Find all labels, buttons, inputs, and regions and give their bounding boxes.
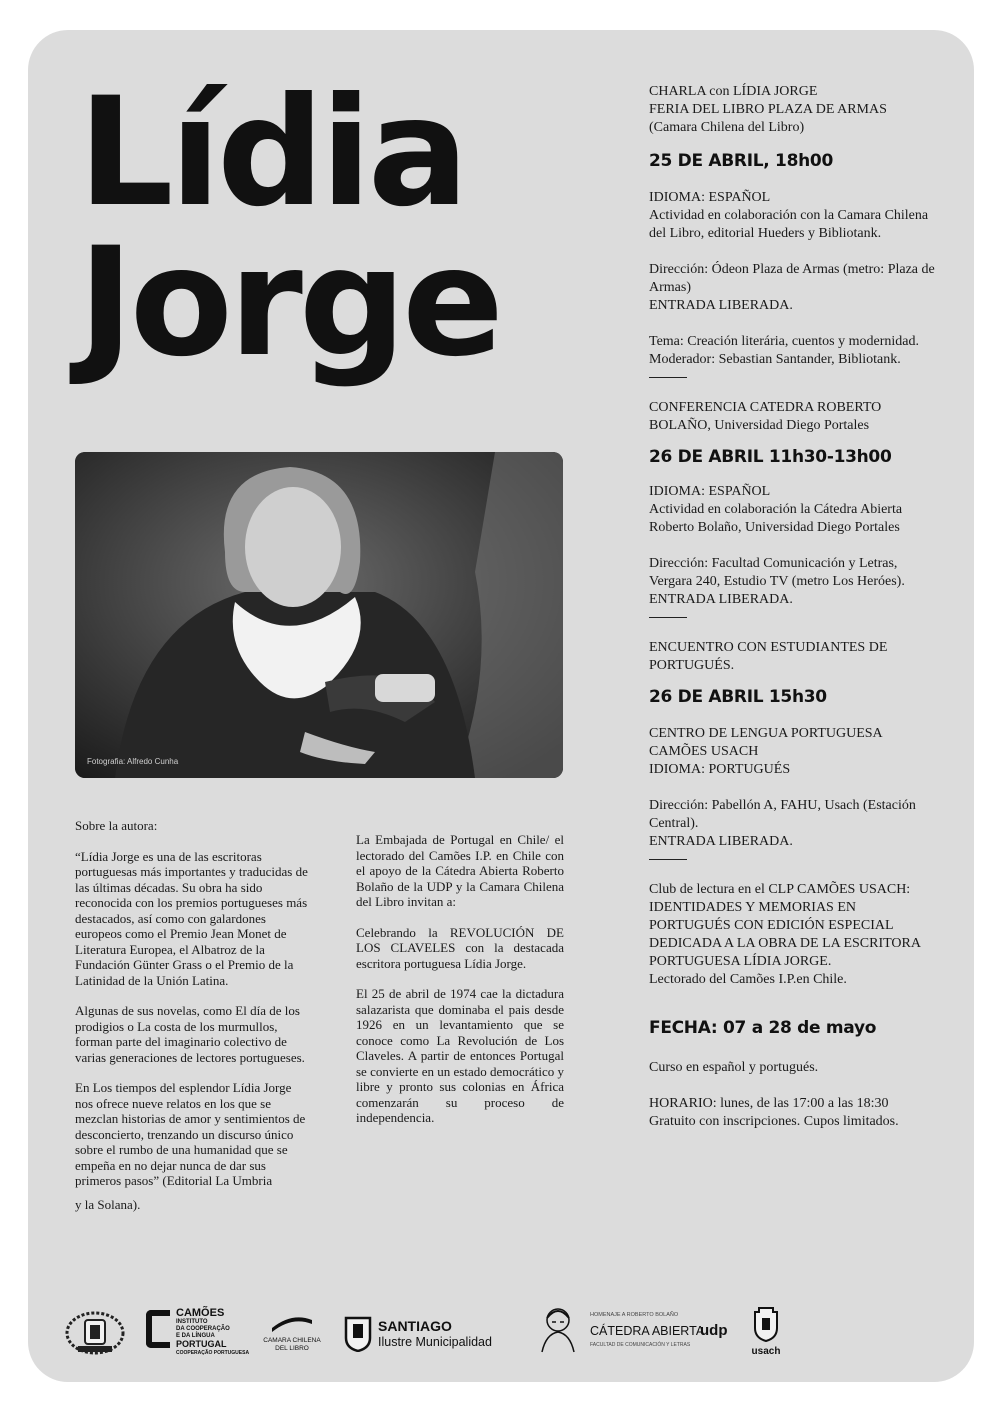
event2-heading-2: BOLAÑO, Universidad Diego Portales xyxy=(649,418,870,433)
event3-date: 26 DE ABRIL 15h30 xyxy=(649,687,827,707)
events-column xyxy=(649,83,939,1131)
event4-course: Curso en español y portugués. xyxy=(649,1060,819,1075)
divider-3 xyxy=(649,859,687,860)
event1-address: Dirección: Ódeon Plaza de Armas (metro: Plaza de Armas) xyxy=(649,262,935,295)
event2-address: Dirección: Facultad Comunicación y Letras, Vergara 240, Estudio TV (metro Los Heróes). xyxy=(649,556,905,589)
book-icon xyxy=(270,1314,314,1332)
event2-heading-1: CONFERENCIA CATEDRA ROBERTO xyxy=(649,400,882,415)
event2-language: IDIOMA: ESPAÑOL xyxy=(649,484,771,499)
catedra-subtitle: FACULTAD DE COMUNICACIÓN Y LETRAS xyxy=(590,1342,691,1348)
usach-logo xyxy=(746,1306,786,1357)
camoes-cooperacao: COOPERAÇÃO PORTUGUESA xyxy=(176,1350,250,1356)
camara-line-2: DEL LIBRO xyxy=(275,1345,309,1352)
event4-schedule: HORARIO: lunes, de las 17:00 a las 18:30 xyxy=(649,1096,889,1111)
event1-moderator: Moderador: Sebastian Santander, Bibliotank. xyxy=(649,352,901,367)
usach-shield-icon xyxy=(751,1306,781,1342)
camoes-portugal: PORTUGAL xyxy=(176,1339,227,1349)
event1-free-entry: ENTRADA LIBERADA. xyxy=(649,298,793,313)
about-author-column xyxy=(75,818,310,1227)
about-paragraph-4: y la Solana). xyxy=(75,1196,141,1212)
catedra-udp: udp xyxy=(700,1322,728,1339)
about-heading: Sobre la autora: xyxy=(75,818,158,833)
event1-date: 25 DE ABRIL, 18h00 xyxy=(649,151,833,171)
photo-credit: Fotografia: Alfredo Cunha xyxy=(87,757,179,766)
camoes-line-3: DA COOPERAÇÃO xyxy=(176,1326,230,1332)
camoes-c-icon xyxy=(146,1310,170,1348)
bolano-portrait-icon xyxy=(532,1302,584,1354)
camoes-name: CAMÕES xyxy=(176,1307,225,1319)
author-photo xyxy=(75,452,563,778)
camara-line-1: CAMARA CHILENA xyxy=(263,1337,321,1344)
event3-free-entry: ENTRADA LIBERADA. xyxy=(649,834,793,849)
event4-description: Club de lectura en el CLP CAMÕES USACH: IDENTIDADES Y MEMORIAS EN PORTUGUÉS CON EDICIÓN ESPECIAL DEDICADA A LA OBRA DE LA ESCRITORA PORTUGUESA LÍDIA JORGE. xyxy=(649,882,921,969)
author-portrait-image xyxy=(75,452,563,778)
poster-title xyxy=(78,66,500,390)
event3-heading-2: PORTUGUÉS. xyxy=(649,658,735,673)
santiago-shield-icon xyxy=(344,1314,372,1352)
catedra-top-line: HOMENAJE A ROBERTO BOLAÑO xyxy=(590,1312,679,1318)
event1-heading-2: FERIA DEL LIBRO PLAZA DE ARMAS xyxy=(649,102,887,117)
coat-of-arms-icon xyxy=(64,1308,126,1358)
event1-language: IDIOMA: ESPAÑOL xyxy=(649,190,771,205)
event4-date: FECHA: 07 a 28 de mayo xyxy=(649,1018,877,1038)
about-paragraph-3: En Los tiempos del esplendor Lídia Jorge nos ofrece nueve relatos en los que se mezclan historias de amor y sentimientos de desconcierto, trenzando un discurso único sobre el rumbo de una humanidad que se empeña en no dejar nunca de dar sus primeros pasos” (Editorial La Umbria xyxy=(75,1080,306,1188)
event3-line-2: CAMÕES USACH xyxy=(649,744,759,759)
event3-language: IDIOMA: PORTUGUÉS xyxy=(649,762,791,777)
event2-date: 26 DE ABRIL 11h30-13h00 xyxy=(649,447,892,467)
santiago-municipalidad-logo xyxy=(344,1314,524,1357)
about-paragraph-2: Algunas de sus novelas, como El día de los prodigios o La costa de los murmullos, forman parte del imaginario colectivo de varias generaciones de lectores portugueses. xyxy=(75,1003,305,1065)
invite-paragraph-2: Celebrando la REVOLUCIÓN DE LOS CLAVELES con la destacada escritora portuguesa Lídia Jorge. xyxy=(356,924,564,971)
title-first-name: Lídia xyxy=(78,66,466,240)
event2-collaboration: Actividad en colaboración la Cátedra Abierta Roberto Bolaño, Universidad Diego Portales xyxy=(649,502,903,535)
invitation-column xyxy=(356,832,564,1141)
event4-free: Gratuito con inscripciones. Cupos limitados. xyxy=(649,1114,899,1129)
event1-topic: Tema: Creación literária, cuentos y modernidad. xyxy=(649,334,919,349)
camoes-line-4: E DA LÍNGUA xyxy=(176,1333,215,1339)
divider-1 xyxy=(649,377,687,378)
event2-free-entry: ENTRADA LIBERADA. xyxy=(649,592,793,607)
usach-name: usach xyxy=(751,1346,781,1357)
event3-line-1: CENTRO DE LENGUA PORTUGUESA xyxy=(649,726,883,741)
sponsor-logos xyxy=(60,1300,940,1370)
catedra-name: CÁTEDRA ABIERTA xyxy=(590,1324,705,1338)
title-last-name: Jorge xyxy=(78,216,500,390)
invite-paragraph-3: El 25 de abril de 1974 cae la dictadura salazarista que dominaba el pais desde 1926 en un levantamiento que se conoce como La Revolución de Los Claveles. A partir de entonces Portugal se convierte en un estado democrático y libre y pronto sus colonias en África comenzarán su proceso de independencia. xyxy=(356,986,564,1125)
event1-collaboration: Actividad en colaboración con la Camara Chilena del Libro, editorial Hueders y Bibliotank. xyxy=(649,208,929,241)
camara-chilena-logo xyxy=(260,1314,324,1353)
invite-paragraph-1: La Embajada de Portugal en Chile/ el lectorado del Camões I.P. en Chile con el apoyo de la Cátedra Abierta Roberto Bolaño de la UDP y la Camara Chilena del Libro invitan a: xyxy=(356,832,564,909)
camoes-line-2: INSTITUTO xyxy=(176,1319,208,1325)
event3-heading-1: ENCUENTRO CON ESTUDIANTES DE xyxy=(649,640,888,655)
catedra-abierta-logo xyxy=(532,1302,732,1359)
event1-heading-1: CHARLA con LÍDIA JORGE xyxy=(649,84,818,99)
event4-lectorado: Lectorado del Camões I.P.en Chile. xyxy=(649,972,847,987)
event3-address: Dirección: Pabellón A, FAHU, Usach (Estación Central). xyxy=(649,798,916,831)
divider-2 xyxy=(649,617,687,618)
santiago-subtitle: Ilustre Municipalidad xyxy=(378,1335,492,1349)
about-paragraph-1: “Lídia Jorge es una de las escritoras portuguesas más importantes y traducidas de las últimas décadas. Su obra ha sido reconocida con los premios portugueses más destacados, así como con galardones europeos como el Premio Jean Monet de Literatura Europea, el Albatroz de la Fundación Günter Grass o el Premio de la Latinidad de la Unión Latina. xyxy=(75,848,308,988)
event1-heading-3: (Camara Chilena del Libro) xyxy=(649,120,805,135)
santiago-name: SANTIAGO xyxy=(378,1318,452,1334)
portugal-coat-of-arms-logo xyxy=(64,1308,126,1363)
